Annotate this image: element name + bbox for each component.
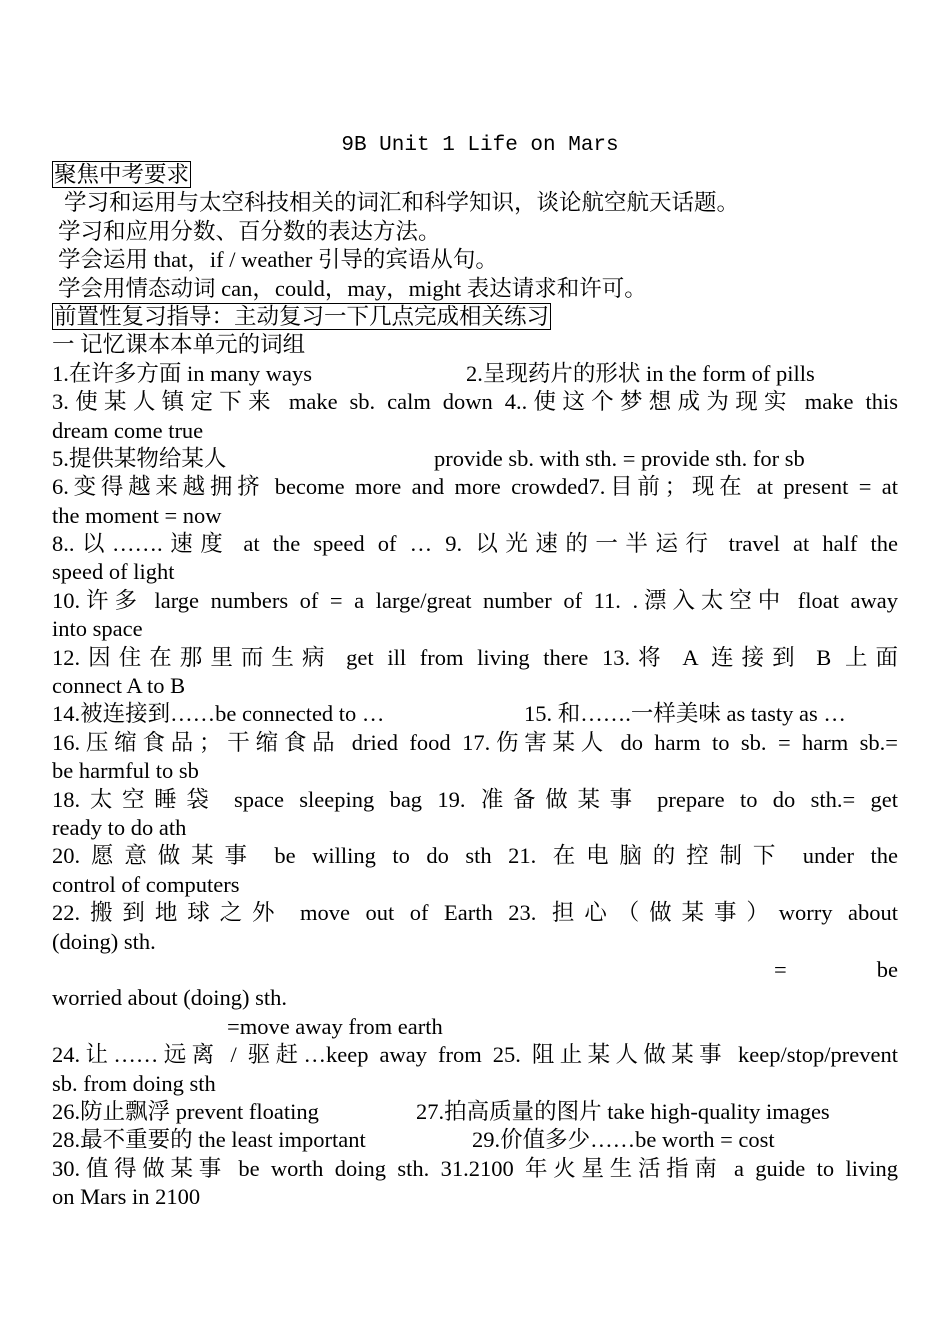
- phrase-line: 10.许多 large numbers of = a large/great number of 11. .漂入太空中 float away: [52, 587, 898, 613]
- phrase: 26.防止飘浮 prevent floating: [52, 1098, 319, 1124]
- phrase-line: [52, 1126, 898, 1154]
- phrase-line: 24.让……远离 / 驱赶…keep away from 25. 阻止某人做某事 keep/stop/prevent: [52, 1042, 898, 1068]
- phrase-line: [52, 956, 898, 984]
- phrase: 14.被连接到……be connected to …: [52, 701, 385, 727]
- phrase-line: 8..以…….速度 at the speed of … 9. 以光速的一半运行 travel at half the: [52, 531, 898, 557]
- phrase: 5.提供某物给某人: [52, 445, 227, 471]
- phrase-line: [52, 1013, 898, 1041]
- phrase: 27.拍高质量的图片 take high-quality images: [416, 1098, 830, 1124]
- phrase-line: worried about (doing) sth.: [52, 985, 287, 1011]
- phrase-line: 18.太空睡袋 space sleeping bag 19. 准备做某事 prepare to do sth.= get: [52, 786, 898, 812]
- phrase-line: ready to do ath: [52, 814, 187, 840]
- section-heading-focus: [52, 161, 898, 189]
- section-heading-review: [52, 303, 898, 331]
- phrase: 1.在许多方面 in many ways: [52, 360, 312, 386]
- phrase: 2.呈现药片的形状 in the form of pills: [466, 360, 815, 386]
- phrase-line: the moment = now: [52, 502, 222, 528]
- phrase-line: 16.压缩食品；干缩食品 dried food 17.伤害某人 do harm to sb. = harm sb.=: [52, 729, 898, 755]
- focus-point: 学习和应用分数、百分数的表达方法。: [58, 218, 441, 244]
- phrase-line: 6.变得越来越拥挤 become more and more crowded7.目前；现在 at present = at: [52, 474, 898, 500]
- phrase-line: [52, 1098, 898, 1126]
- boxed-heading: 聚焦中考要求: [54, 162, 190, 187]
- phrase: =move away from earth: [227, 1013, 443, 1039]
- focus-point: 学会运用 that，if / weather 引导的宾语从句。: [58, 247, 498, 273]
- phrase-line: (doing) sth.: [52, 928, 156, 954]
- phrase: provide sb. with sth. = provide sth. for sb: [434, 445, 805, 471]
- phrase: be: [876, 956, 898, 982]
- phrase-line: [52, 700, 898, 728]
- phrase-line: into space: [52, 616, 143, 642]
- phrase-line: sb. from doing sth: [52, 1070, 216, 1096]
- sub-heading: 一 记忆课本本单元的词组: [52, 332, 306, 358]
- phrase-line: 12.因住在那里而生病 get ill from living there 13.将 A 连接到 B 上面: [52, 644, 898, 670]
- phrase: =: [774, 956, 787, 982]
- phrase-line: control of computers: [52, 871, 240, 897]
- focus-point: 学习和运用与太空科技相关的词汇和科学知识，谈论航空航天话题。: [64, 190, 740, 216]
- phrase-line: 22.搬到地球之外 move out of Earth 23. 担心（做某事）worry about: [52, 900, 898, 926]
- phrase: 15. 和…….一样美味 as tasty as …: [524, 701, 846, 727]
- phrase: 28.最不重要的 the least important: [52, 1127, 366, 1153]
- phrase-line: connect A to B: [52, 673, 186, 699]
- phrase: 29.价值多少……be worth = cost: [472, 1127, 775, 1153]
- boxed-heading: 前置性复习指导：主动复习一下几点完成相关练习: [54, 303, 550, 329]
- phrase-line: be harmful to sb: [52, 758, 199, 784]
- phrase-line: speed of light: [52, 559, 175, 585]
- phrase-line: 3.使某人镇定下来 make sb. calm down 4..使这个梦想成为现实 make this: [52, 389, 898, 415]
- phrase-line: 20.愿意做某事 be willing to do sth 21. 在电脑的控制下 under the: [52, 843, 898, 869]
- document-title: 9B Unit 1 Life on Mars: [341, 134, 619, 157]
- focus-point: 学会用情态动词 can，could，may，might 表达请求和许可。: [58, 275, 647, 301]
- phrase-line: [52, 360, 898, 388]
- document-body: [52, 131, 898, 1211]
- phrase-line: dream come true: [52, 417, 204, 443]
- phrase-line: [52, 445, 898, 473]
- phrase-line: 30.值得做某事 be worth doing sth. 31.2100 年火星生活指南 a guide to living: [52, 1155, 898, 1181]
- phrase-line: on Mars in 2100: [52, 1184, 201, 1210]
